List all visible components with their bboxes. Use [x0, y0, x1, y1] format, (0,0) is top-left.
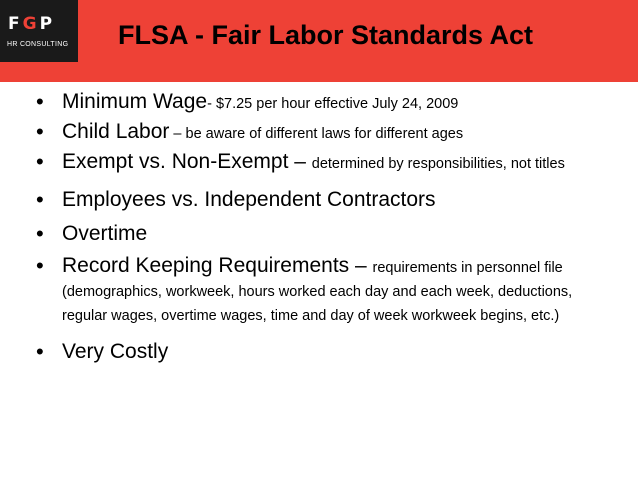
bullet-icon: •: [36, 89, 44, 114]
bullet-main: Record Keeping Requirements –: [62, 254, 373, 277]
bullet-item: [0, 340, 638, 366]
bullet-icon: •: [36, 149, 44, 174]
logo-subtitle: HR CONSULTING: [7, 41, 69, 48]
bullet-main: Child Labor: [62, 120, 170, 143]
slide-title: FLSA - Fair Labor Standards Act: [118, 20, 534, 50]
bullet-icon: •: [36, 253, 44, 278]
bullet-icon: •: [36, 221, 44, 246]
bullet-main: Exempt vs. Non-Exempt –: [62, 150, 312, 173]
bullet-item: [0, 188, 638, 214]
bullet-sub: requirements in personnel file (demographics, workweek, hours worked each day and each week, deductions, regular wages, overtime wages, time and day of week workweek begins, etc.): [62, 260, 573, 324]
bullet-item: [0, 90, 638, 116]
bullet-main: Minimum Wage: [62, 90, 208, 113]
bullet-main: Employees vs. Independent Contractors: [62, 188, 436, 211]
bullet-icon: •: [36, 187, 44, 212]
bullet-item: [0, 254, 638, 328]
bullet-item: [0, 150, 638, 176]
logo-letter-p: P: [39, 14, 56, 34]
bullet-icon: •: [36, 119, 44, 144]
bullet-main: Very Costly: [62, 340, 169, 363]
bullet-sub: – be aware of different laws for different ages: [169, 126, 464, 142]
title-bar: [0, 0, 638, 82]
bullet-sub: determined by responsibilities, not titles: [311, 156, 565, 172]
fgp-logo: [0, 0, 78, 62]
bullet-list: [0, 90, 638, 366]
bullet-icon: •: [36, 339, 44, 364]
bullet-main: Overtime: [62, 222, 148, 245]
bullet-item: [0, 120, 638, 146]
logo-letter-f: F: [8, 14, 23, 34]
bullet-item: [0, 222, 638, 248]
logo-letter-g: G: [22, 14, 40, 34]
bullet-sub: - $7.25 per hour effective July 24, 2009: [207, 96, 459, 112]
